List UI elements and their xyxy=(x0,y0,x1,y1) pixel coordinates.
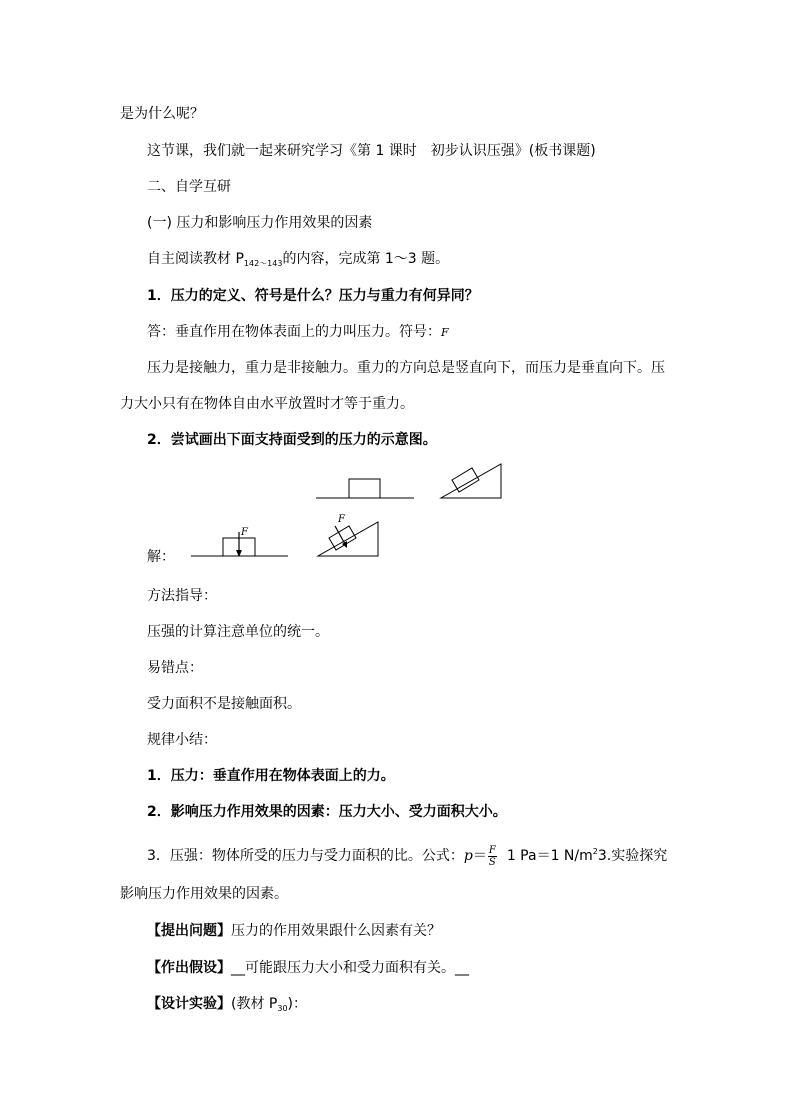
pressure-arrow xyxy=(335,526,345,544)
page-ref: 30 xyxy=(277,1004,288,1013)
summary-item xyxy=(147,766,395,786)
text-line xyxy=(147,994,307,1019)
text-fragment: 的内容，完成第 1～3 题。 xyxy=(282,251,450,267)
text-line: 这节课，我们就一起来研究学习《第 1 课时 初步认识压强》(板书课题) xyxy=(147,143,596,159)
question-diagrams xyxy=(310,460,510,505)
fraction-denominator: S xyxy=(488,856,496,868)
text-fragment: 1．压力：垂直作用在物体表面上的力。 xyxy=(147,768,395,784)
bracket-heading: 【作出假设】 xyxy=(147,960,231,976)
text-line xyxy=(147,958,469,978)
bracket-heading: 【设计实验】 xyxy=(147,996,231,1012)
block-on-incline xyxy=(329,526,356,550)
text-line: 压强的计算注意单位的统一。 xyxy=(147,624,329,640)
block-on-surface xyxy=(349,479,380,498)
text-fragment: 3.实验探究 xyxy=(597,848,668,864)
text-fragment: 自主阅读教材 P xyxy=(147,251,244,267)
force-symbol: F xyxy=(441,326,449,339)
unit-text: 1 Pa＝1 N/m xyxy=(506,848,593,864)
text-fragment: 2．影响压力作用效果的因素：压力大小、受力面积大小。 xyxy=(147,804,507,820)
summary-title: 规律小结： xyxy=(147,732,217,748)
text-fragment: 压力的作用效果跟什么因素有关？ xyxy=(231,923,441,939)
method-title: 方法指导： xyxy=(147,588,217,604)
text-line: 影响压力作用效果的因素。 xyxy=(120,886,288,902)
question-2: 2．尝试画出下面支持面受到的压力的示意图。 xyxy=(147,432,437,448)
hypothesis-answer: __可能跟压力大小和受力面积有关。__ xyxy=(231,960,469,976)
formula-p: p xyxy=(463,848,473,864)
text-line: 受力面积不是接触面积。 xyxy=(147,696,301,712)
page-range: 142～143 xyxy=(243,259,283,268)
text-fragment: (教材 P xyxy=(231,996,278,1012)
text-fragment: )： xyxy=(287,996,308,1012)
text-line: 力大小只有在物体自由水平放置时才等于重力。 xyxy=(120,396,414,412)
text-line xyxy=(147,249,449,274)
answer-1 xyxy=(147,322,449,343)
summary-item xyxy=(147,802,507,822)
text-line xyxy=(147,921,441,941)
text-fragment: 答：垂直作用在物体表面上的力叫压力。符号： xyxy=(147,324,441,340)
question-1: 1．压力的定义、符号是什么？压力与重力有何异同？ xyxy=(147,288,479,304)
text-line: 是为什么呢？ xyxy=(120,106,204,122)
force-label: F xyxy=(338,514,345,525)
solution-label: 解： xyxy=(147,549,175,565)
formula-eq: ＝ xyxy=(472,848,487,864)
subsection-heading: (一) 压力和影响压力作用效果的因素 xyxy=(147,215,373,231)
block-on-incline xyxy=(452,468,479,492)
force-label: F xyxy=(241,527,248,538)
text-line: 压力是接触力，重力是非接触力。重力的方向总是竖直向下，而压力是垂直向下。压 xyxy=(147,360,665,376)
error-title: 易错点： xyxy=(147,660,203,676)
unit-exponent: 2 xyxy=(592,847,598,856)
summary-item xyxy=(147,842,667,868)
text-fragment: 3．压强：物体所受的压力与受力面积的比。公式： xyxy=(147,848,464,864)
bracket-heading: 【提出问题】 xyxy=(147,923,231,939)
formula-fraction xyxy=(488,845,497,868)
solution-diagrams xyxy=(185,510,390,562)
section-heading: 二、自学互研 xyxy=(147,179,231,195)
fraction-numerator: F xyxy=(488,844,496,856)
